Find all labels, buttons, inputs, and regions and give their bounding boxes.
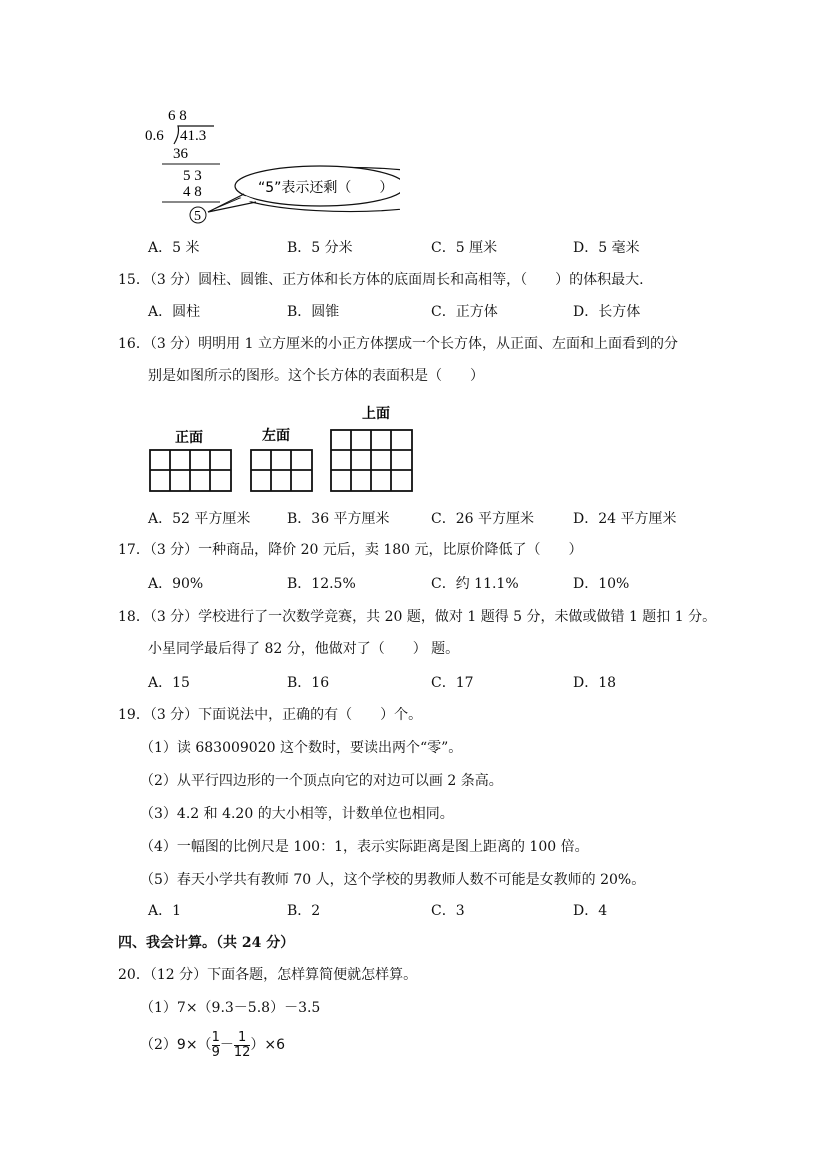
q19-option-a[interactable]: A．1 bbox=[148, 903, 182, 919]
q20-item-1: （1）7×（9.3－5.8）－3.5 bbox=[140, 1000, 321, 1016]
q19-item-3: （3）4.2 和 4.20 的大小相等，计数单位也相同。 bbox=[140, 806, 454, 822]
q16-option-c[interactable]: C．26 平方厘米 bbox=[431, 511, 534, 527]
q20-item-2-prefix: （2） bbox=[140, 1037, 177, 1053]
q18-option-d[interactable]: D．18 bbox=[573, 675, 617, 691]
q16-line1: 16．（3 分）明明用 1 立方厘米的小正方体摆成一个长方体，从正面、左面和上面看到的分 bbox=[118, 336, 678, 352]
fraction-1-9: $\frac{1}{9}$ bbox=[211, 1029, 220, 1060]
q15-option-b[interactable]: B．圆锥 bbox=[287, 304, 340, 320]
q17-option-a[interactable]: A．90% bbox=[148, 576, 204, 592]
q19-item-2: （2）从平行四边形的一个顶点向它的对边可以画 2 条高。 bbox=[140, 773, 503, 789]
q17-option-d[interactable]: D．10% bbox=[573, 576, 630, 592]
q16-option-a[interactable]: A．52 平方厘米 bbox=[148, 511, 251, 527]
minus-sign: － bbox=[219, 1037, 234, 1053]
q18-line1: 18．（3 分）学校进行了一次数学竞赛，共 20 题，做对 1 题得 5 分，未做或做错 1 题扣 1 分。 bbox=[118, 609, 717, 625]
views-figure bbox=[140, 398, 430, 498]
q20-text: 20．（12 分）下面各题，怎样算简便就怎样算。 bbox=[118, 967, 418, 983]
q18-option-a[interactable]: A．15 bbox=[148, 675, 190, 691]
q17-option-c[interactable]: C．约 11.1% bbox=[431, 576, 519, 592]
q19-option-c[interactable]: C．3 bbox=[431, 903, 465, 919]
dividend: 41.3 bbox=[180, 128, 207, 144]
q16-option-b[interactable]: B．36 平方厘米 bbox=[287, 511, 390, 527]
view-label-top: 上面 bbox=[362, 406, 390, 422]
step-3: 4 8 bbox=[183, 184, 202, 200]
callout-text: “5”表示还剩（ ） bbox=[258, 180, 394, 196]
section-4-heading: 四、我会计算。（共 24 分） bbox=[118, 935, 295, 951]
q19-item-4: （4）一幅图的比例尺是 100：1，表示实际距离是图上距离的 100 倍。 bbox=[140, 839, 589, 855]
division-figure bbox=[140, 100, 400, 230]
q19-option-d[interactable]: D．4 bbox=[573, 903, 608, 919]
remainder: 5 bbox=[194, 209, 201, 224]
q18-option-b[interactable]: B．16 bbox=[287, 675, 330, 691]
q19-option-b[interactable]: B．2 bbox=[287, 903, 321, 919]
q15-text: 15．（3 分）圆柱、圆锥、正方体和长方体的底面周长和高相等，（ ）的体积最大. bbox=[118, 272, 644, 288]
q18-line2: 小星同学最后得了 82 分，他做对了（ ） 题。 bbox=[148, 641, 460, 657]
q19-text: 19．（3 分）下面说法中，正确的有（ ）个。 bbox=[118, 707, 423, 723]
q14-option-b[interactable]: B．5 分米 bbox=[287, 240, 353, 256]
step-1: 36 bbox=[173, 146, 188, 162]
q19-item-5: （5）春天小学共有教师 70 人，这个学校的男教师人数不可能是女教师的 20%。 bbox=[140, 872, 646, 888]
view-label-left: 左面 bbox=[262, 428, 290, 444]
q14-option-d[interactable]: D．5 毫米 bbox=[573, 240, 640, 256]
q17-text: 17．（3 分）一种商品，降价 20 元后，卖 180 元，比原价降低了（ ） bbox=[118, 542, 583, 558]
q18-option-c[interactable]: C．17 bbox=[431, 675, 474, 691]
q16-option-d[interactable]: D．24 平方厘米 bbox=[573, 511, 677, 527]
q20-item-2 bbox=[140, 1028, 285, 1062]
q15-option-c[interactable]: C．正方体 bbox=[431, 304, 498, 320]
q17-option-b[interactable]: B．12.5% bbox=[287, 576, 356, 592]
q20-item-2-b: ）×6 bbox=[250, 1037, 286, 1053]
quotient: 6 8 bbox=[168, 108, 187, 124]
q20-item-2-a: 9×（ bbox=[176, 1037, 212, 1053]
divisor: 0.6 bbox=[145, 128, 164, 144]
q16-line2: 别是如图所示的图形。这个长方体的表面积是（ ） bbox=[148, 368, 484, 384]
q15-option-a[interactable]: A．圆柱 bbox=[148, 304, 201, 320]
q19-item-1: （1）读 683009020 这个数时，要读出两个“零”。 bbox=[140, 740, 463, 756]
q14-option-a[interactable]: A．5 米 bbox=[148, 240, 200, 256]
q15-option-d[interactable]: D．长方体 bbox=[573, 304, 641, 320]
q14-option-c[interactable]: C．5 厘米 bbox=[431, 240, 498, 256]
fraction-1-12: $\frac{1}{12}$ bbox=[233, 1029, 251, 1060]
step-2: 5 3 bbox=[183, 168, 202, 184]
view-label-front: 正面 bbox=[175, 430, 203, 446]
